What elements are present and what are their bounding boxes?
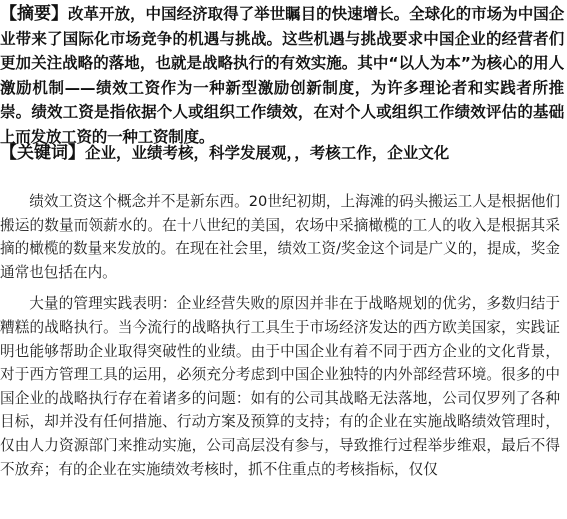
keywords-label: 【关键词】 — [0, 143, 85, 163]
abstract-label: 【摘要】 — [0, 4, 69, 24]
body-paragraph-2: 大量的管理实践表明：企业经营失败的原因并非在于战略规划的优劣，多数归结于糟糕的战略执行。当今流行的战略执行工具生于市场经济发达的西方欧美国家，实践证明也能够帮助企业取得突破性的业绩。由于中国企业有着不同于西方企业的文化背景，对于西方管理工具的运用，必须充分考虑到中国企业独特的内外部经营环境。很多的中国企业的战略执行存在着诸多的问题：如有的公司其战略无法落地，公司仅罗列了各种目标，却并没有任何措施、行动方案及预算的支持；有的企业在实施战略绩效管理时，仅由人力资源部门来推动实施，公司高层没有参与，导致推行过程举步维艰，最后不得不放弃；有的企业在实施绩效考核时，抓不住重点的考核指标，仅仅 — [0, 295, 560, 478]
body-paragraph-1: 绩效工资这个概念并不是新东西。20世纪初期，上海滩的码头搬运工人是根据他们搬运的数量而领薪水的。在十八世纪的美国，农场中采摘橄榄的工人的收入是根据其采摘的橄榄的数量来发放的。在现在社会里，绩效工资/奖金这个词是广义的，提成，奖金通常也包括在内。 — [0, 193, 560, 281]
abstract-section — [0, 2, 564, 149]
keywords-section — [0, 141, 564, 165]
body-text — [0, 190, 560, 481]
abstract-text: 改革开放，中国经济取得了举世瞩目的快速增长。全球化的市场为中国企业带来了国际化市场竞争的机遇与挑战。这些机遇与挑战要求中国企业的经营者们更加关注战略的落地，也就是战略执行的有效实施。其中“以人为本”为核心的用人激励机制——绩效工资作为一种新型激励创新制度，为许多理论者和实践者所推崇。绩效工资是指依据个人或组织工作绩效，在对个人或组织工作绩效评估的基础上而发放工资的一种工资制度。 — [0, 5, 564, 146]
keywords-text: 企业，业绩考核，科学发展观，，考核工作，企业文化 — [85, 144, 450, 162]
